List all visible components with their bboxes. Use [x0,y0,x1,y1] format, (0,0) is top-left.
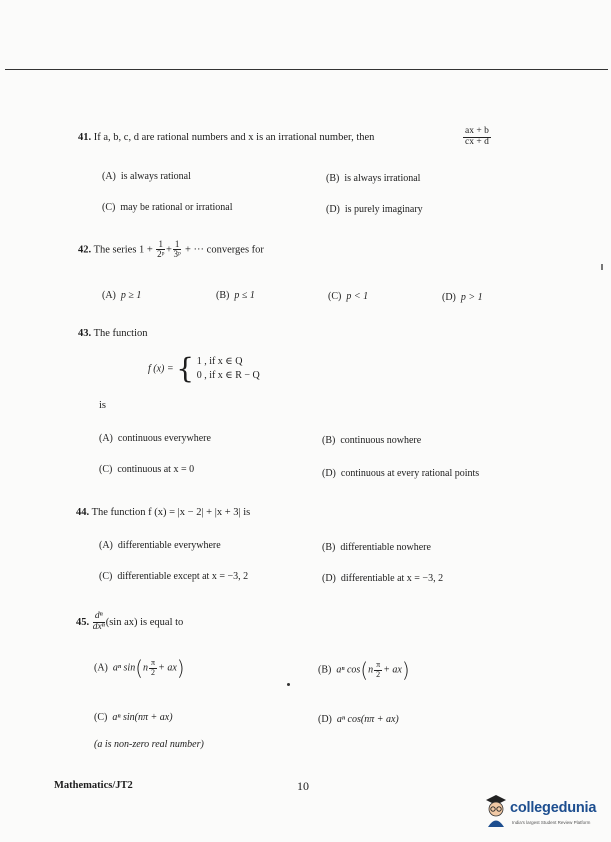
q41-fraction [462,127,492,148]
two-denominator: 2 [151,667,156,677]
option-text: continuous nowhere [340,435,422,446]
mascot-icon [482,794,510,828]
function-lhs: f (x) = [148,363,174,375]
option-text: aⁿ cos(nπ + ax) [336,714,399,725]
question-stem: (sin ax) is equal to [105,616,184,628]
option-text: aⁿ sin(nπ + ax) [112,712,173,723]
option-label: (A) [94,662,108,674]
q42-option-d[interactable] [442,292,483,303]
brand-tagline: India's largest Student Review Platform [512,820,591,825]
term2-numerator: 1 [174,239,180,249]
derivative-denominator: dxⁿ [92,621,105,632]
question-44 [76,507,250,518]
question-43 [78,328,148,339]
q45-option-c[interactable] [94,712,173,723]
option-label: (D) [318,714,332,725]
option-label: (D) [442,292,456,303]
q41-option-b[interactable] [326,173,420,184]
two-denominator: 2 [376,669,381,679]
option-label: (A) [102,171,116,182]
question-42 [78,240,264,260]
option-label: (A) [99,540,113,551]
option-n: n [368,664,374,676]
option-tail: + ax [158,662,177,674]
option-text: differentiable everywhere [117,540,221,551]
q41-option-c[interactable] [102,202,233,213]
option-text: is purely imaginary [344,204,423,215]
option-text: aⁿ sin [112,662,136,674]
option-text: p > 1 [460,292,483,303]
option-label: (D) [326,204,340,215]
q43-option-a[interactable] [99,433,211,444]
term2-denominator: 3ᵖ [173,249,181,260]
q43-option-c[interactable] [99,464,194,475]
question-number: 41. [78,132,92,143]
option-text: differentiable nowhere [340,542,431,553]
option-text: p ≥ 1 [120,290,142,301]
pi-numerator: π [376,660,381,670]
question-stem: If a, b, c, d are rational numbers and x is an irrational number, then [93,132,375,143]
left-paren: ( [135,656,144,680]
option-text: differentiable except at x = −3, 2 [117,571,249,582]
case-2: 0 , if x ∈ R − Q [196,370,260,381]
option-label: (B) [322,435,336,446]
q45-note: (a is non-zero real number) [94,739,204,750]
q43-option-d[interactable] [322,468,479,479]
option-tail: + ax [383,664,402,676]
question-number: 45. [76,616,90,628]
option-text: continuous at every rational points [340,468,480,479]
option-text: may be rational or irrational [120,202,233,213]
option-text: p ≤ 1 [234,290,255,301]
term1-denominator: 2ᵖ [157,249,165,260]
option-n: n [143,662,149,674]
option-label: (D) [322,468,336,479]
option-text: p < 1 [346,291,369,302]
page-number: 10 [297,779,309,793]
question-45 [76,612,183,633]
q43-is: is [99,400,107,411]
left-brace: { [176,352,195,385]
pi-numerator: π [151,658,156,668]
option-text: is always rational [120,171,191,182]
q45-option-b[interactable] [318,660,410,680]
q45-option-a[interactable] [94,658,185,678]
q42-option-b[interactable] [216,290,255,301]
question-stem: The function [93,328,148,339]
q42-option-c[interactable] [328,291,368,302]
q41-option-a[interactable] [102,171,191,182]
stray-dot [287,683,290,686]
q44-option-a[interactable] [99,540,221,551]
question-41 [78,132,374,143]
option-label: (D) [322,573,336,584]
q42-option-a[interactable] [102,290,141,301]
piecewise-function [148,352,260,385]
q41-option-d[interactable] [326,204,423,215]
option-text: aⁿ cos [336,664,361,676]
option-label: (C) [94,712,108,723]
right-paren: ) [401,658,410,682]
brand-logo [482,794,606,834]
option-label: (C) [102,202,116,213]
top-rule [5,69,608,70]
q44-option-d[interactable] [322,573,443,584]
case-1: 1 , if x ∈ Q [196,356,243,367]
option-label: (C) [328,291,342,302]
fraction-numerator: ax + b [465,126,489,136]
option-text: continuous everywhere [117,433,211,444]
option-label: (B) [216,290,230,301]
question-number: 44. [76,507,90,518]
footer-subject: Mathematics/JT2 [54,780,133,791]
question-stem: The series 1 + [93,244,153,256]
left-paren: ( [360,658,369,682]
question-stem: The function f (x) = |x − 2| + |x + 3| is [91,507,251,518]
question-stem-end: + ··· converges for [185,244,264,256]
option-label: (B) [322,542,336,553]
fraction-denominator: cx + d [465,136,489,147]
q43-option-b[interactable] [322,435,421,446]
option-label: (A) [99,433,113,444]
option-label: (C) [99,571,113,582]
q45-option-d[interactable] [318,714,399,725]
margin-mark [601,264,603,270]
right-paren: ) [176,656,185,680]
option-label: (B) [318,664,332,676]
plus-sign: + [165,244,172,256]
option-text: is always irrational [344,173,421,184]
q44-option-c[interactable] [99,571,248,582]
option-text: differentiable at x = −3, 2 [340,573,444,584]
question-number: 43. [78,328,92,339]
brand-name: collegedunia [510,800,597,816]
option-label: (C) [99,464,113,475]
derivative-numerator: dⁿ [93,612,105,623]
option-text: continuous at x = 0 [117,464,195,475]
q44-option-b[interactable] [322,542,431,553]
term1-numerator: 1 [158,239,163,249]
option-label: (A) [102,290,116,301]
option-label: (B) [326,173,340,184]
question-number: 42. [78,244,92,256]
